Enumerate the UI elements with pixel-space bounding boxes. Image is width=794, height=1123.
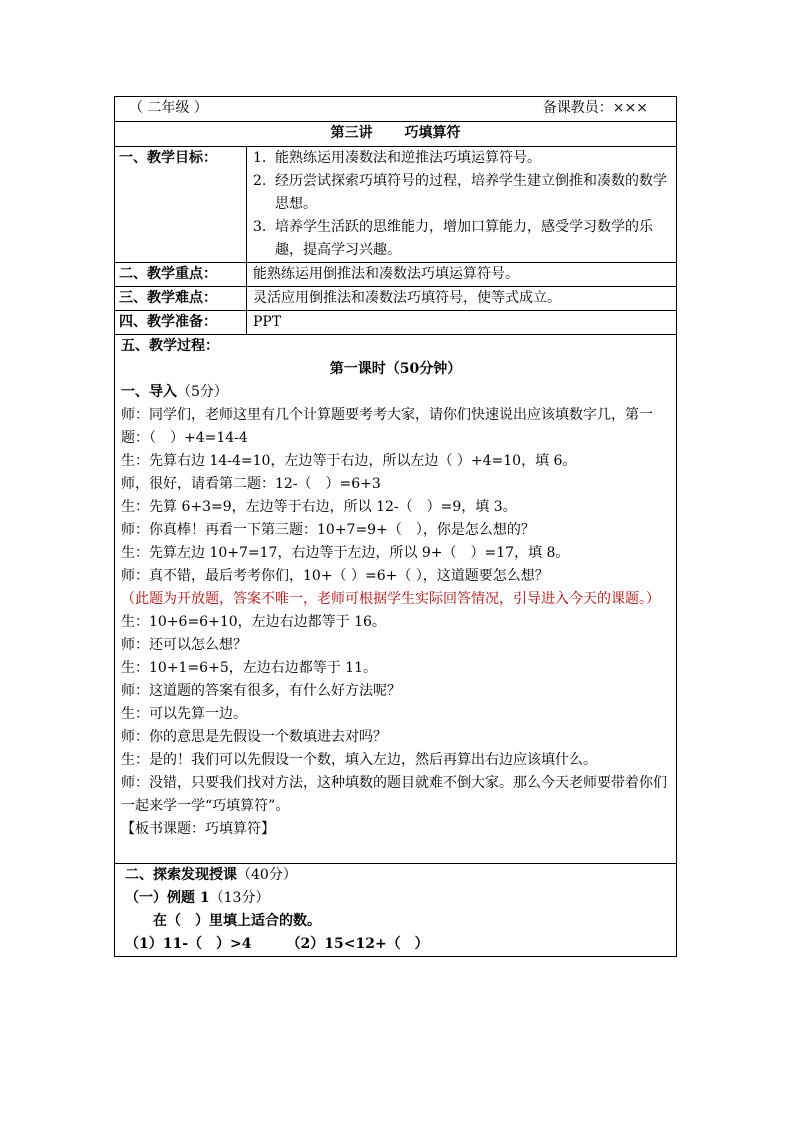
example-instruction: 在（ ）里填上适合的数。	[153, 913, 321, 929]
example-problems: （1）11-（ ）>4 （2）15<12+（ ）	[125, 936, 429, 952]
prep-text: PPT	[247, 311, 677, 335]
lecture-number: 第三讲	[330, 125, 373, 141]
title-row	[115, 122, 677, 147]
board-title: 【板书课题：巧填算符】	[121, 821, 275, 837]
list-item: 2. 经历尝试探索巧填符号的过程，培养学生建立倒推和凑数的数学思想。	[253, 173, 667, 212]
lecture-topic: 巧填算符	[404, 125, 461, 141]
focus-row	[115, 263, 677, 287]
dialogue-line: 师：真不错，最后考考你们，10+（ ）=6+（ ），这道题要怎么想？	[121, 568, 549, 584]
dialogue-line: 生：可以先算一边。	[121, 706, 247, 722]
lesson-plan	[114, 96, 676, 957]
dialogue-line: 生：先算 6+3=9，左边等于右边，所以 12-（ ）=9，填 3。	[121, 499, 517, 515]
lesson-heading: 第一课时（50分钟）	[329, 361, 462, 377]
focus-text: 能熟练运用倒推法和凑数法巧填运算符号。	[247, 263, 677, 287]
dialogue-line: 师：没错，只要我们找对方法，这种填数的题目就难不倒大家。那么今天老师要带着你们一起来学一学“巧填算符”。	[121, 775, 667, 814]
section2-row	[115, 864, 677, 957]
grade-label: （ 二年级 ）	[129, 100, 208, 116]
goals-row	[115, 147, 677, 263]
dialogue-line: 师：还可以怎么想？	[121, 637, 247, 653]
goals-list	[253, 147, 670, 262]
list-item: 1. 能熟练运用凑数法和逆推法巧填运算符号。	[253, 150, 541, 166]
dialogue-line: 师，很好，请看第二题：12-（ ）=6+3	[121, 476, 381, 492]
dialogue-line: 生：10+1=6+5，左边右边都等于 11。	[121, 660, 377, 676]
dialogue-line: 师：这道题的答案有很多，有什么好方法呢？	[121, 683, 401, 699]
prep-row	[115, 311, 677, 335]
dialogue-line: 师：你的意思是先假设一个数填进去对吗？	[121, 729, 387, 745]
dialogue-line: 生：10+6=6+10，左边右边都等于 16。	[121, 614, 386, 630]
focus-label: 二、教学重点：	[115, 263, 247, 287]
difficulty-row	[115, 287, 677, 311]
dialogue-line: 生：是的！我们可以先假设一个数，填入左边，然后再算出右边应该填什么。	[121, 752, 597, 768]
process-row	[115, 335, 677, 864]
teacher-label: 备课教员：×××	[542, 100, 649, 116]
header-row	[115, 97, 677, 122]
example-heading: （一）例题 1（13分）	[125, 890, 270, 906]
dialogue-line: 生：先算左边 10+7=17，右边等于左边，所以 9+（ ）=17，填 8。	[121, 545, 570, 561]
process-label: 五、教学过程：	[121, 338, 219, 354]
list-item: 3. 培养学生活跃的思维能力，增加口算能力，感受学习数学的乐趣，提高学习兴趣。	[253, 219, 653, 258]
prep-label: 四、教学准备：	[115, 311, 247, 335]
section2-heading: 二、探索发现授课（40分）	[125, 867, 297, 883]
dialogue-line: 生：先算右边 14-4=10，左边等于右边，所以左边（ ）+4=10，填 6。	[121, 453, 577, 469]
dialogue-line: 师：同学们，老师这里有几个计算题要考考大家，请你们快速说出应该填数字几，第一题：（ ）+4=14-4	[121, 407, 653, 446]
dialogue-line: 师：你真棒！再看一下第三题：10+7=9+（ ），你是怎么想的？	[121, 522, 535, 538]
lesson-plan-table	[114, 96, 677, 957]
intro-heading: 一、导入（5分）	[121, 384, 228, 400]
difficulty-label: 三、教学难点：	[115, 287, 247, 311]
difficulty-text: 灵活应用倒推法和凑数法巧填符号，使等式成立。	[247, 287, 677, 311]
teacher-note: （此题为开放题，答案不唯一，老师可根据学生实际回答情况，引导进入今天的课题。）	[121, 591, 660, 607]
goals-label: 一、教学目标：	[115, 147, 247, 263]
